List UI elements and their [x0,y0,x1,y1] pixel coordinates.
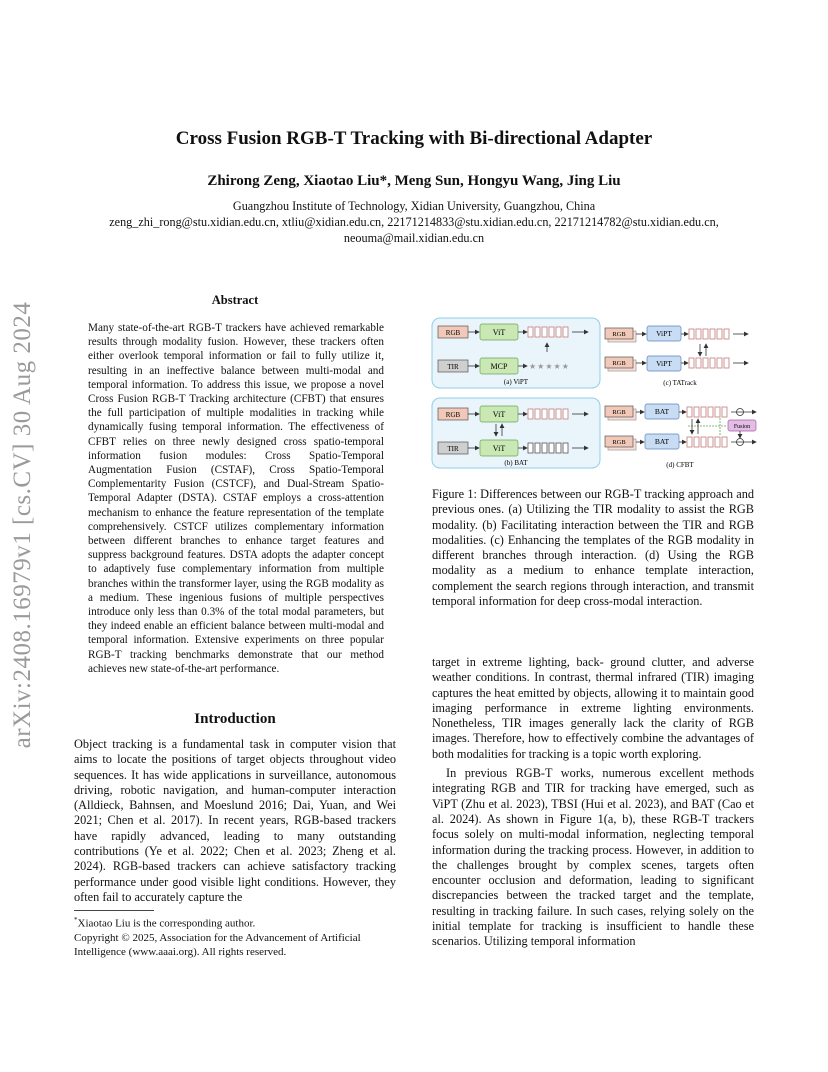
affiliation-block [60,198,768,246]
rgb-label: RGB [445,329,461,337]
abstract-text: Many state-of-the-art RGB-T trackers have achieved remarkable results through modality fusion. However, these trackers often either overlook temporal information or fail to fully utilize it, resulting in an ineffective balance between multi-modal and temporal information. To address this issue, we propose a novel Cross Fusion RGB-T Tracking architecture (CFBT) that ensures the full participation of multiple modalities in tracking while dynamically fusing temporal information. The effectiveness of CFBT relies on three newly designed cross spatio-temporal information fusion modules: Cross Spatio-Temporal Augmentation Fusion (CSTAF), Cross Spatio-Temporal Complementarity Fusion (CSTCF), and Dual-Stream Spatio-Temporal Adapter (DSTA). CSTAF employs a cross-attention mechanism to enhance the feature representation of the template comprehensively. CSTCF utilizes complementary information between different branches to enhance target features and suppress background features. DSTA adopts the adapter concept to adaptively fuse complementary information from multiple branches within the transformer layer, using the RGB modality as a medium. These ingenious fusions of multiple perspectives introduce only less than 0.3% of the total modal parameters, but they indeed enable an efficient balance between multi-modal and temporal information. Extensive experiments on three popular RGB-T tracking benchmarks demonstrate that our method achieves new state-of-the-art performance. [88,322,384,675]
vipt-label-1: ViPT [656,329,672,338]
arxiv-sidebar-id: arXiv:2408.16979v1 [cs.CV] 30 Aug 2024 [9,301,36,749]
feature-token [528,409,533,419]
rgb-label-2: RGB [612,360,626,367]
copyright-notice: Copyright © 2025, Association for the Advancement of Artificial Intelligence (www.aaai.org). All rights reserved. [74,931,361,958]
feature-token [722,437,727,447]
panel-tatrack [605,326,748,387]
feature-token [535,443,540,453]
figure-1-diagram [430,316,760,476]
footnote [74,913,396,931]
mcp-label: MCP [490,362,508,371]
bat-label-1: BAT [654,407,670,416]
paragraph: target in extreme lighting, back- ground clutter, and adverse weather conditions. In contrast, thermal infrared (TIR) imaging captures the heat emitted by objects, allowing it to maintain good imaging performance in extreme lighting environments. Nonetheless, TIR images generally lack the clarity of RGB images. Therefore, how to effectively combine the advantages of both modalities for tracking is a topic worth exploring. [432,655,754,761]
feature-token [542,443,547,453]
bat-label-2: BAT [654,437,670,446]
tir-label-b: TIR [447,445,459,453]
feature-token [563,409,568,419]
author-emails-line1: zeng_zhi_rong@stu.xidian.edu.cn, xtliu@xidian.edu.cn, 22171214833@stu.xidian.edu.cn, 22171214782@stu.xidian.edu.cn, [109,215,719,229]
feature-token [715,407,720,417]
feature-token [701,407,706,417]
vit-label-b2: ViT [492,444,506,453]
feature-token [542,327,547,337]
feature-token [556,443,561,453]
feature-token [694,437,699,447]
feature-token [703,329,708,339]
feature-token [563,327,568,337]
tir-label: TIR [447,363,459,371]
token-sequence-c2 [689,358,729,368]
feature-token [694,407,699,417]
rgb-label-b: RGB [445,411,461,419]
feature-token [535,327,540,337]
abstract-heading: Abstract [211,293,259,307]
feature-token [563,443,568,453]
panel-cfbt [605,404,756,469]
feature-token [549,443,554,453]
feature-token [549,409,554,419]
feature-token [535,409,540,419]
feature-token [549,327,554,337]
vit-label-b1: ViT [492,410,506,419]
footnote-text: Xiaotao Liu is the corresponding author. [77,917,256,930]
feature-token [556,327,561,337]
feature-token [687,407,692,417]
feature-token [542,409,547,419]
subcaption-c: (c) TATrack [663,379,697,387]
token-sequence-d2 [687,437,727,447]
author-emails-line2: neouma@mail.xidian.edu.cn [343,231,485,245]
feature-token [703,358,708,368]
affiliation: Guangzhou Institute of Technology, Xidian University, Guangzhou, China [232,199,596,213]
feature-token [724,358,729,368]
footnote-marker: * [74,916,78,924]
prompt-stars: ★★★★★ [529,362,570,371]
introduction-text-right [432,655,754,950]
feature-token [710,329,715,339]
paragraph: In previous RGB-T works, numerous excellent methods integrating RGB and TIR for tracking have emerged, such as ViPT (Zhu et al. 2023), TBSI (Hui et al. 2023), and BAT (Cao et al. 2024). As shown in Figure 1(a, b), these RGB-T trackers focus solely on multi-modal information, neglecting temporal information during the tracking process. However, in addition to the challenges brought by complex scenes, targets often encounter occlusion and deformation, leading to significant discrepancies between the tracked target and the template, resulting in tracking failure. In such cases, relying solely on the initial template for tracking is insufficient to handle these scenarios. Utilizing temporal information [432,766,754,949]
introduction-heading: Introduction [194,711,276,727]
feature-token [556,409,561,419]
introduction-text-left: Object tracking is a fundamental task in computer vision that aims to locate the positions of target objects throughout video sequences. It has wide applications in surveillance, autonomous driving, robotic navigation, and human-computer interaction (Alldieck, Bahnsen, and Moeslund 2016; Dai, Yuan, and Wei 2021; Chen et al. 2017). In recent years, RGB-based trackers have rapidly advanced, leading to many outstanding contributions (Ye et al. 2022; Chen et al. 2023; Zheng et al. 2024). RGB-based trackers can achieve satisfactory tracking performance under good visible light conditions. However, they often fail to accurately capture the [74,737,396,904]
feature-token [708,437,713,447]
footnote-block [74,913,396,959]
token-sequence-d1 [687,407,727,417]
token-sequence-c1 [689,329,729,339]
feature-token [689,329,694,339]
feature-token [701,437,706,447]
subcaption-a: (a) ViPT [503,378,529,386]
feature-token [528,327,533,337]
feature-token [528,443,533,453]
subcaption-d: (d) CFBT [666,461,694,469]
fusion-label: Fusion [733,424,751,430]
author-list: Zhirong Zeng, Xiaotao Liu*, Meng Sun, Hongyu Wang, Jing Liu [207,173,621,189]
panel-bat [432,398,600,468]
paper-title: Cross Fusion RGB-T Tracking with Bi-directional Adapter [175,128,653,149]
feature-token [722,407,727,417]
feature-token [696,329,701,339]
vit-label: ViT [492,328,506,337]
subcaption-b: (b) BAT [504,459,528,467]
feature-token [689,358,694,368]
rgb-label-d1: RGB [612,409,626,416]
feature-token [687,437,692,447]
feature-token [724,329,729,339]
feature-token [696,358,701,368]
panel-vipt [432,318,600,388]
feature-token [708,407,713,417]
feature-token [717,358,722,368]
vipt-label-2: ViPT [656,359,672,368]
feature-token [715,437,720,447]
feature-token [717,329,722,339]
rgb-label-1: RGB [612,331,626,338]
feature-token [710,358,715,368]
footnote-rule [74,910,154,911]
rgb-label-d2: RGB [612,439,626,446]
figure-1-caption: Figure 1: Differences between our RGB-T tracking approach and previous ones. (a) Utilizing the TIR modality to assist the RGB modality. (b) Facilitating interaction between the TIR and RGB modalities. (c) Enhancing the templates of the RGB modality in different branches through interaction. (d) Using the RGB modality as a medium to enhance template interaction, complement the search regions through interaction, and transmit temporal information for deep cross-modal interaction. [432,487,754,609]
